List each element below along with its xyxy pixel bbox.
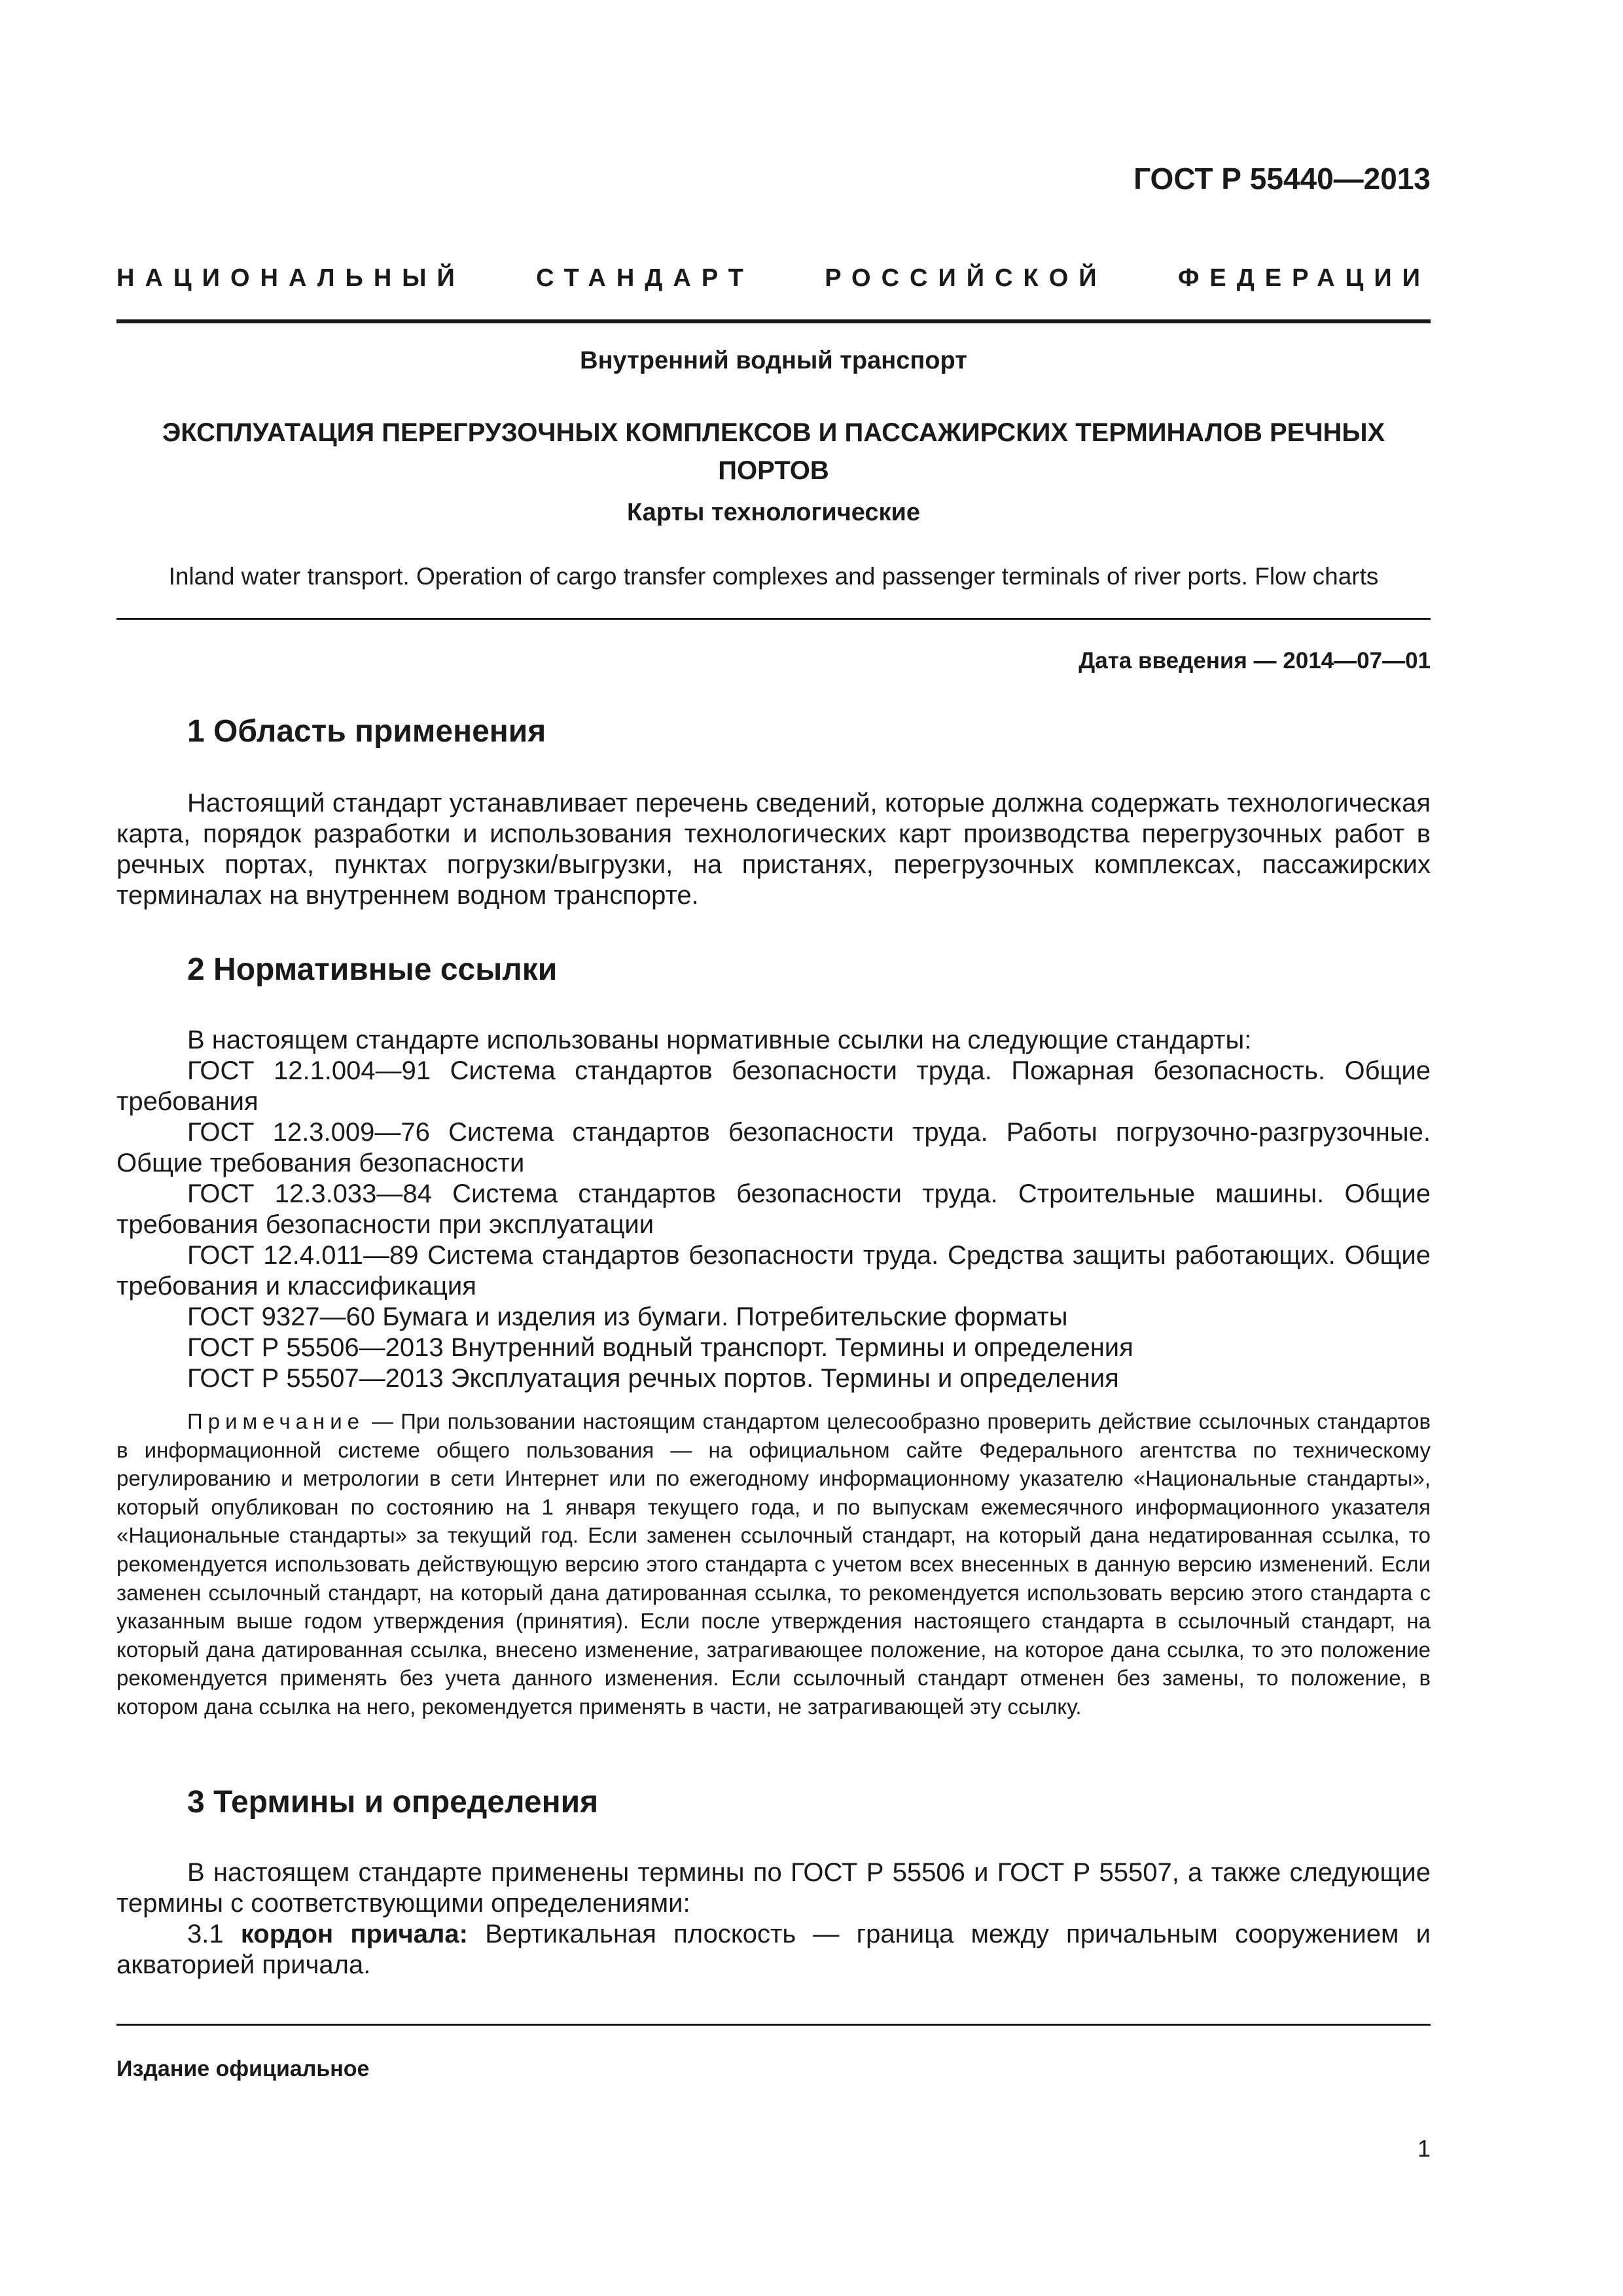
term-name: кордон причала:	[240, 1920, 468, 1948]
references-block	[116, 1025, 1431, 1394]
document-title: ЭКСПЛУАТАЦИЯ ПЕРЕГРУЗОЧНЫХ КОМПЛЕКСОВ И ПАССАЖИРСКИХ ТЕРМИНАЛОВ РЕЧНЫХ ПОРТОВ	[162, 418, 1385, 485]
heading-word: СТАНДАРТ	[536, 264, 754, 292]
official-edition-label: Издание официальное	[116, 2056, 370, 2081]
section-1-heading: 1 Область применения	[187, 714, 546, 749]
term-definition: Вертикальная плоскость — граница между причальным сооружением и акваторией причала.	[116, 1920, 1431, 1979]
document-subtitle: Карты технологические	[626, 499, 921, 526]
heading-word: ФЕДЕРАЦИИ	[1177, 264, 1431, 292]
reference-item: ГОСТ 12.1.004—91 Система стандартов безопасности труда. Пожарная безопасность. Общие требования	[116, 1056, 1431, 1116]
title-divider	[116, 618, 1431, 620]
section-1-text: Настоящий стандарт устанавливает перечень сведений, которые должна содержать технологическая карта, порядок разработки и использования технологических карт производства перегрузочных работ в речных портах, пунктах погрузки/выгрузки, на пристанях, перегрузочных комплексах, пассажирских терминалах на внутреннем водном транспорте.	[116, 789, 1431, 910]
document-number: ГОСТ Р 55440—2013	[1133, 162, 1431, 196]
introduction-date: Дата введения — 2014—07—01	[1079, 648, 1431, 673]
note-text: — При пользовании настоящим стандартом целесообразно проверить действие ссылочных стандартов в информационной системе общего пользования — на официальном сайте Федерального агентства по техническому регулированию и метрологии в сети Интернет или по ежегодному информационному указателю «Национальные стандарты», который опубликован по состоянию на 1 января текущего года, и по выпускам ежемесячного информационного указателя «Национальные стандарты» за текущий год. Если заменен ссылочный стандарт, на который дана недатированная ссылка, то рекомендуется использовать действующую версию этого стандарта с учетом всех внесенных в данную версию изменений. Если заменен ссылочный стандарт, на который дана датированная ссылка, то рекомендуется использовать версию этого стандарта с указанным выше годом утверждения (принятия). Если после утверждения настоящего стандарта в ссылочный стандарт, на который дана датированная ссылка, внесено изменение, затрагивающее положение, на которое дана ссылка, то это положение рекомендуется применять без учета данного изменения. Если ссылочный стандарт отменен без замены, то положение, в котором дана ссылка на него, рекомендуется применять в части, не затрагивающей эту ссылку.	[116, 1409, 1431, 1719]
national-standard-heading	[116, 264, 1431, 293]
reference-item: ГОСТ 9327—60 Бумага и изделия из бумаги. Потребительские форматы	[187, 1302, 1068, 1331]
note-label: Примечание	[187, 1409, 365, 1433]
section-3-heading: 3 Термины и определения	[187, 1785, 599, 1820]
header-divider	[116, 319, 1431, 323]
section-2-heading: 2 Нормативные ссылки	[187, 952, 558, 987]
document-subject: Внутренний водный транспорт	[580, 347, 967, 374]
reference-item: ГОСТ Р 55507—2013 Эксплуатация речных портов. Термины и определения	[187, 1364, 1119, 1393]
reference-item: ГОСТ 12.3.009—76 Система стандартов безопасности труда. Работы погрузочно-разгрузочные. Общие требования безопасности	[116, 1118, 1431, 1177]
reference-item: ГОСТ Р 55506—2013 Внутренний водный транспорт. Термины и определения	[187, 1333, 1133, 1362]
terms-block	[116, 1857, 1431, 1981]
reference-item: ГОСТ 12.3.033—84 Система стандартов безопасности труда. Строительные машины. Общие требования безопасности при эксплуатации	[116, 1179, 1431, 1239]
heading-word: РОССИЙСКОЙ	[825, 264, 1107, 292]
reference-item: ГОСТ 12.4.011—89 Система стандартов безопасности труда. Средства защиты работающих. Общие требования и классификация	[116, 1241, 1431, 1300]
page-number: 1	[1417, 2135, 1431, 2162]
terms-intro: В настоящем стандарте применены термины по ГОСТ Р 55506 и ГОСТ Р 55507, а также следующие термины с соответствующими определениями:	[116, 1858, 1431, 1918]
term-number: 3.1	[187, 1920, 224, 1948]
footer-divider	[116, 2024, 1431, 2026]
term-entry	[116, 1919, 1431, 1981]
english-title: Inland water transport. Operation of cargo transfer complexes and passenger terminals of river ports. Flow charts	[168, 563, 1379, 590]
heading-word: НАЦИОНАЛЬНЫЙ	[116, 264, 465, 292]
references-note	[116, 1407, 1431, 1721]
references-intro: В настоящем стандарте использованы нормативные ссылки на следующие стандарты:	[187, 1026, 1252, 1054]
